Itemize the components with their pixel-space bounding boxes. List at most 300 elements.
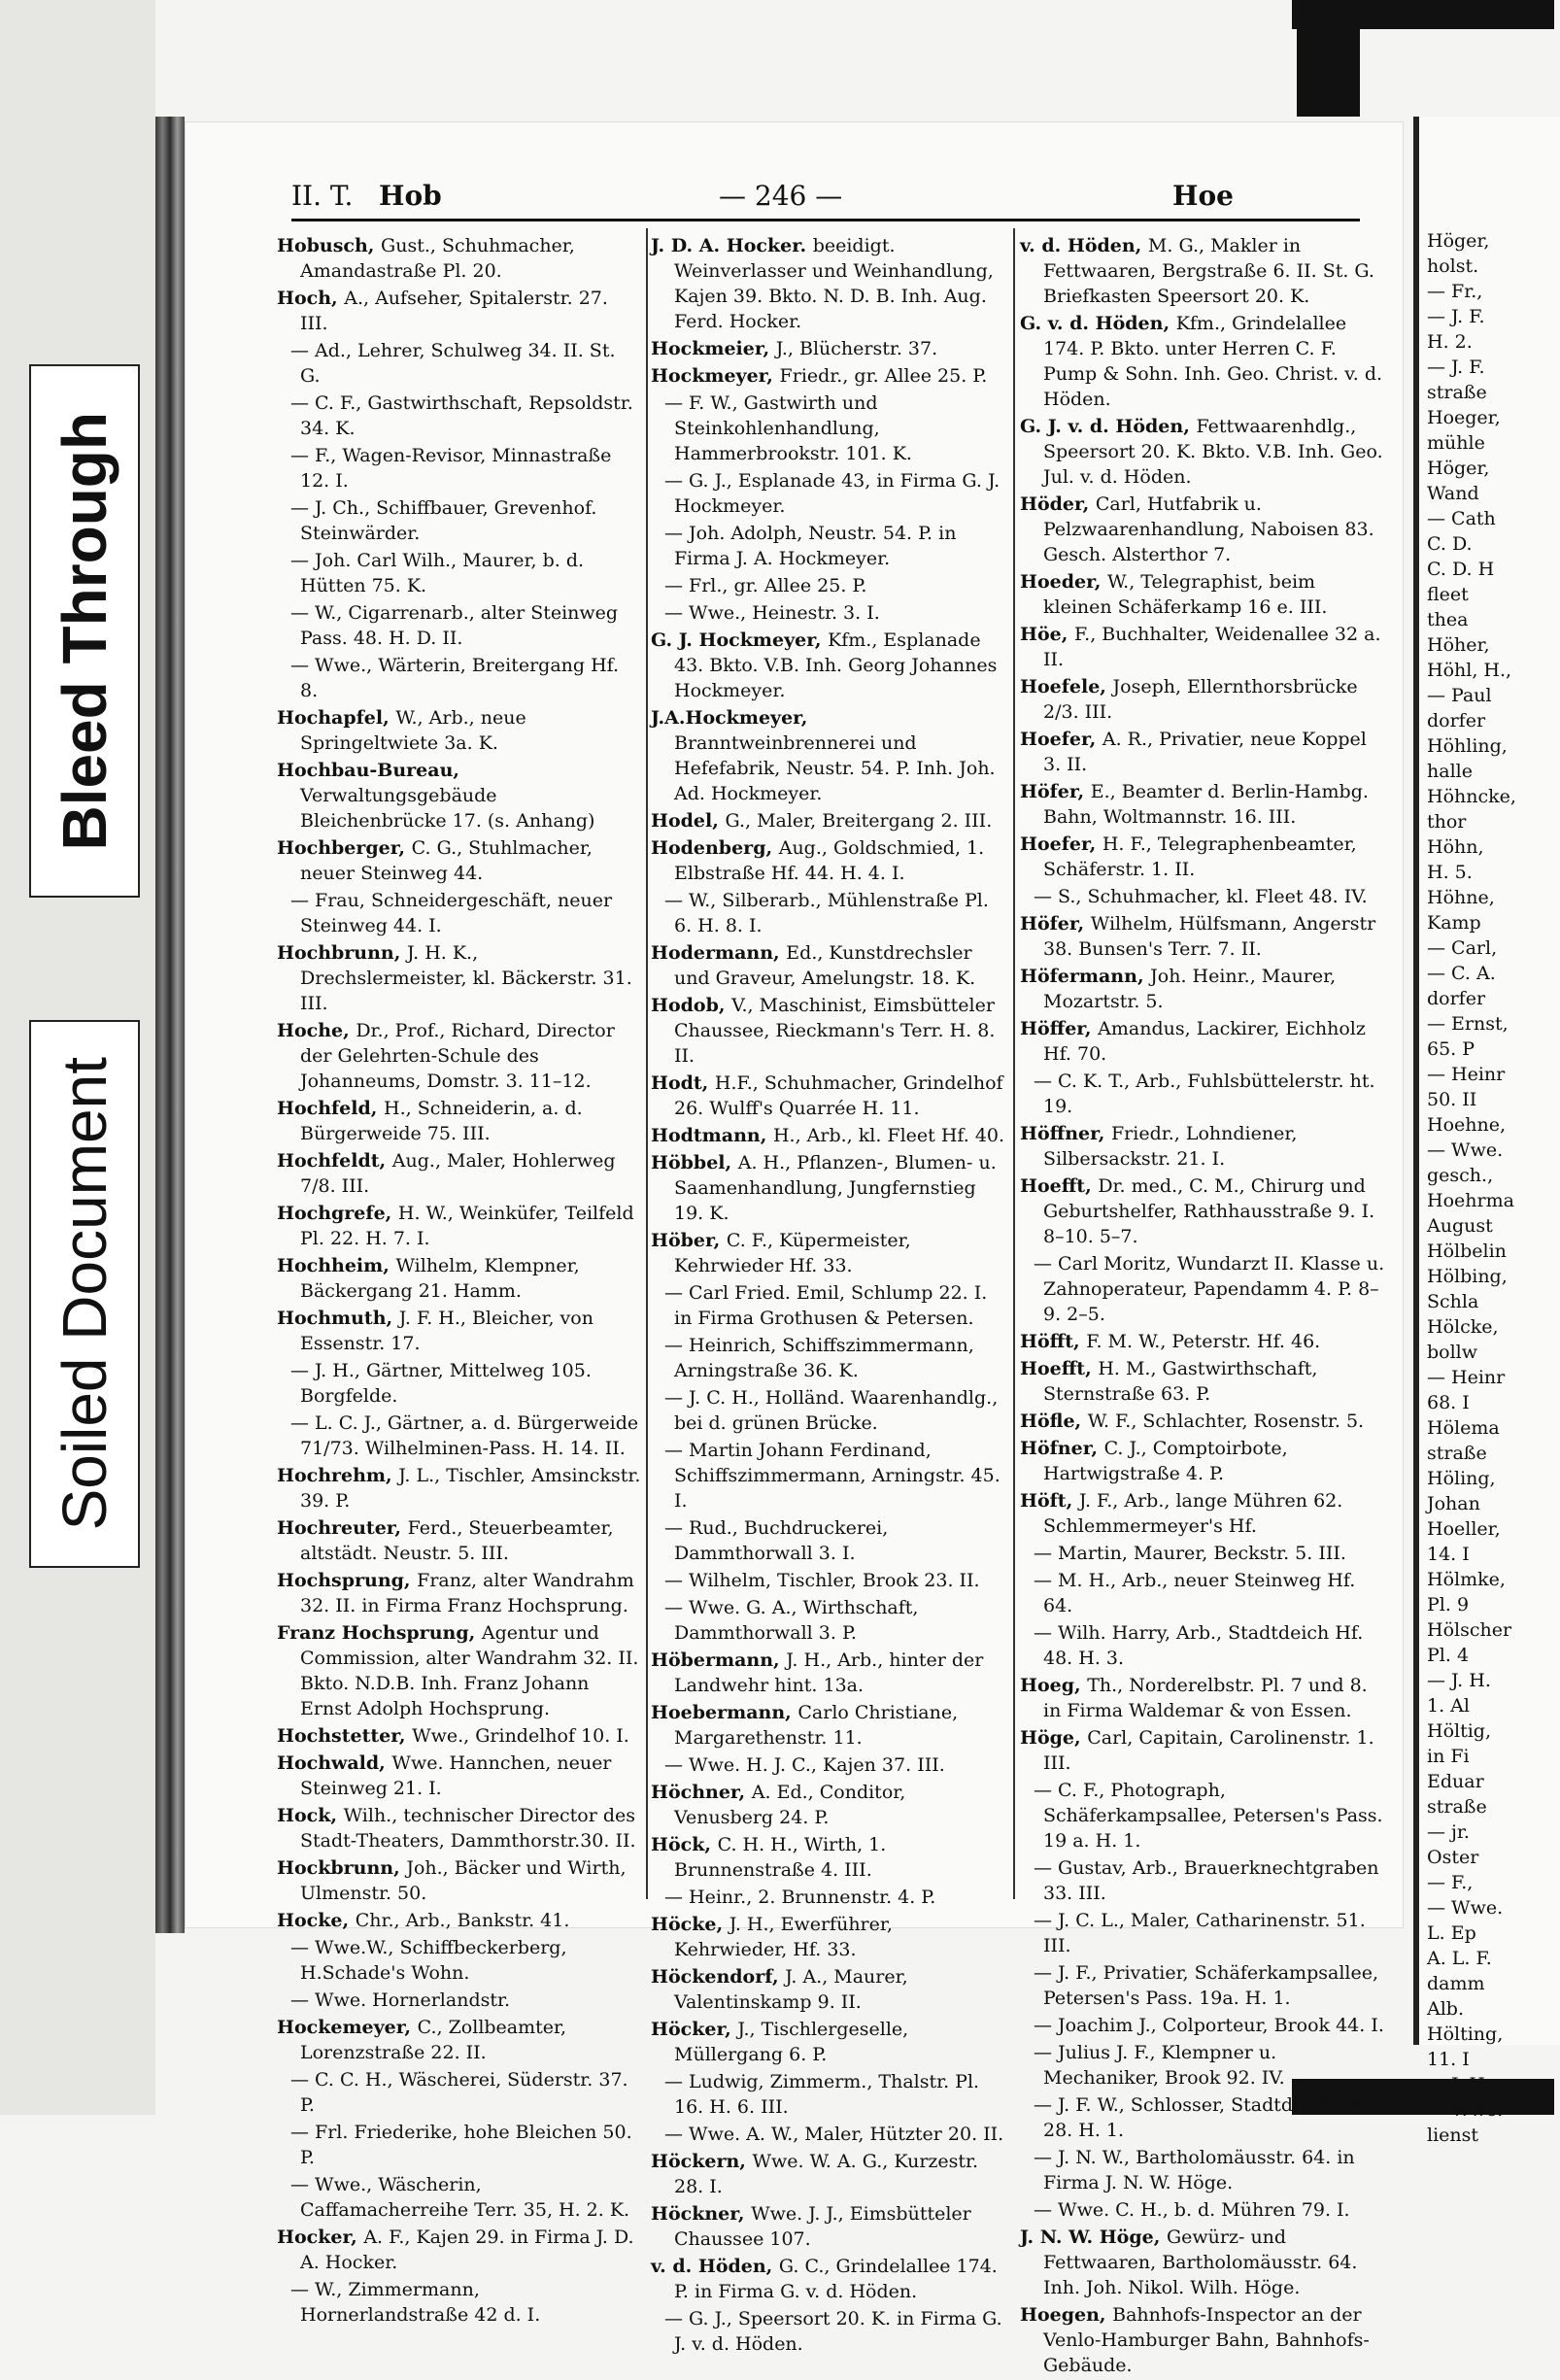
directory-entry <box>1020 2225 1389 2300</box>
directory-entry <box>651 1964 1010 2015</box>
next-page-line: thea <box>1427 609 1469 630</box>
next-page-line: — J. H. <box>1427 2074 1491 2095</box>
entry-details: Ferd., Steuerbeamter, altstädt. Neustr. 5. III. <box>300 1517 614 1564</box>
directory-entry <box>277 233 641 284</box>
entry-details: A., Aufseher, Spitalerstr. 27. III. <box>300 288 608 334</box>
sub-entry: — Wwe. C. H., b. d. Mühren 79. I. <box>1034 2199 1350 2221</box>
entry-details: E., Beamter d. Berlin-Hambg. Bahn, Woltmannstr. 16. III. <box>1043 781 1369 828</box>
next-page-line: — Wwe. <box>1427 1139 1504 1161</box>
next-page-line: Eduar <box>1427 1771 1484 1792</box>
next-page-line: Höhne, <box>1427 887 1495 908</box>
sub-entry: — J. H., Gärtner, Mittelweg 105. Borgfelde. <box>290 1360 592 1407</box>
entry-details: A. H., Pflanzen-, Blumen- u. Saamenhandlung, Jungfernstieg 19. K. <box>674 1152 997 1224</box>
next-page-line: straße <box>1427 1796 1487 1818</box>
next-page-line: H. 2. <box>1427 331 1473 353</box>
directory-entry <box>651 2149 1010 2199</box>
sub-entry: — F. W., Gastwirth und Steinkohlenhandlung, Hammerbrookstr. 101. K. <box>664 392 912 464</box>
entry-details: A. Ed., Conditor, Venusberg 24. P. <box>674 1782 906 1828</box>
next-page-line: Hoeger, <box>1427 407 1501 428</box>
next-page-line: A. L. F. <box>1427 1948 1492 1969</box>
entry-name: Hoeder, <box>1020 571 1107 593</box>
sub-entry: — Frl. Friederike, hohe Bleichen 50. P. <box>290 2122 632 2168</box>
entry-details: C. G., Stuhlmacher, neuer Steinweg 44. <box>300 837 593 884</box>
next-page-line: straße <box>1427 1443 1487 1464</box>
sub-entry: — Carl Fried. Emil, Schlump 22. I. in Firma Grothusen & Petersen. <box>664 1282 988 1329</box>
bleed-through-label <box>29 364 140 898</box>
entry-name: Hoefele, <box>1020 676 1113 697</box>
sub-entry: — W., Zimmermann, Hornerlandstraße 42 d. I. <box>290 2279 541 2326</box>
next-page-line: Schla <box>1427 1291 1479 1312</box>
entry-name: Hodenberg, <box>651 837 779 859</box>
directory-entry <box>1020 492 1389 567</box>
entry-details: Joh., Bäcker und Wirth, Ulmenstr. 50. <box>300 1857 627 1904</box>
entry-details: G., Maler, Breitergang 2. III. <box>725 810 993 832</box>
sub-entry: — Rud., Buchdruckerei, Dammthorwall 3. I. <box>664 1517 889 1564</box>
sub-entry: — C. F., Photograph, Schäferkampsallee, Petersen's Pass. 19 a. H. 1. <box>1034 1780 1383 1852</box>
next-page-line: 14. I <box>1427 1544 1470 1565</box>
entry-details: H. F., Telegraphenbeamter, Schäferstr. 1. II. <box>1043 833 1357 880</box>
entry-name: Hoch, <box>277 288 345 309</box>
entry-details: J. L., Tischler, Amsinckstr. 39. P. <box>300 1465 641 1512</box>
entry-name: Höckern, <box>651 2151 753 2172</box>
next-page-line: bollw <box>1427 1342 1478 1363</box>
sub-entry: — J. N. W., Bartholomäusstr. 64. in Firma J. N. W. Höge. <box>1034 2147 1355 2193</box>
next-page-line: Höger, <box>1427 458 1490 479</box>
next-page-line: — jr. <box>1427 1821 1470 1843</box>
next-page-line: — Cath <box>1427 508 1496 529</box>
page-number: — 246 — <box>719 180 843 212</box>
column-3 <box>1020 233 1389 2380</box>
entry-details: Carl, Capitain, Carolinenstr. 1. III. <box>1043 1727 1374 1774</box>
column-1 <box>277 233 641 2329</box>
sub-entry: — J. F., Privatier, Schäferkampsallee, Petersen's Pass. 19a. H. 1. <box>1034 1962 1378 2009</box>
entry-name: Hochapfel, <box>277 707 396 729</box>
next-page-line: August <box>1427 1215 1493 1237</box>
entry-name: Höe, <box>1020 624 1074 645</box>
entry-details: Chr., Arb., Bankstr. 41. <box>355 1910 570 1931</box>
entry-name: Hochberger, <box>277 837 412 859</box>
entry-name: Höfermann, <box>1020 966 1151 987</box>
sub-entry: — Joh. Adolph, Neustr. 54. P. in Firma J. A. Hockmeyer. <box>664 523 957 569</box>
directory-entry <box>1020 832 1389 882</box>
entry-name: G. J. Hockmeyer, <box>651 629 829 651</box>
next-page-line: 65. P <box>1427 1038 1475 1060</box>
directory-entry <box>1020 2302 1389 2378</box>
next-page-line: dorfer <box>1427 988 1486 1009</box>
next-page-line: — Heinr <box>1427 1367 1506 1388</box>
entry-details: C. F., Küpermeister, Kehrwieder Hf. 33. <box>674 1230 911 1276</box>
directory-entry <box>651 2017 1010 2067</box>
next-page-line: — C. A. <box>1427 963 1496 984</box>
entry-details: J., Tischlergeselle, Müllergang 6. P. <box>674 2019 909 2065</box>
entry-details: Amandus, Lackirer, Eichholz Hf. 70. <box>1043 1018 1366 1065</box>
next-page-line: Wand <box>1427 483 1479 504</box>
directory-entry <box>1020 1329 1389 1354</box>
next-page-line: H. 5. <box>1427 862 1473 883</box>
directory-entry <box>1020 911 1389 962</box>
next-page-line: C. D. <box>1427 533 1473 555</box>
next-page-line: 11. I <box>1427 2049 1470 2070</box>
sub-entry: — C. F., Gastwirthschaft, Repsoldstr. 34. K. <box>290 392 633 439</box>
entry-details: H. W., Weinküfer, Teilfeld Pl. 22. H. 7. I. <box>300 1203 634 1249</box>
entry-name: Hoche, <box>277 1020 356 1041</box>
next-page-line: — Paul <box>1427 685 1492 706</box>
entry-details: Franz, alter Wandrahm 32. II. in Firma Franz Hochsprung. <box>300 1570 634 1616</box>
bleed-through-text: Bleed Through <box>50 411 119 851</box>
entry-details: Kfm., Esplanade 43. Bkto. V.B. Inh. Georg Johannes Hockmeyer. <box>674 629 998 701</box>
entry-details: Verwaltungsgebäude Bleichenbrücke 17. (s. Anhang) <box>300 785 595 832</box>
entry-details: Th., Norderelbstr. Pl. 7 und 8. in Firma Waldemar & von Essen. <box>1043 1675 1368 1721</box>
entry-name: Hochfeldt, <box>277 1150 392 1172</box>
entry-details: Bahnhofs-Inspector an der Venlo-Hamburger Bahn, Bahnhofs-Gebäude. <box>1043 2304 1370 2376</box>
directory-entry <box>277 1463 641 1513</box>
entry-details: F., Buchhalter, Weidenallee 32 a. II. <box>1043 624 1381 670</box>
entry-details: H., Arb., kl. Fleet Hf. 40. <box>772 1125 1005 1146</box>
header-left-word: Hob <box>379 180 442 212</box>
column-rule <box>1013 228 1015 1899</box>
entry-name: Hoebermann, <box>651 1702 798 1723</box>
entry-name: Höchner, <box>651 1782 752 1803</box>
entry-details: Friedr., gr. Allee 25. P. <box>779 365 988 387</box>
next-page-line: — J. H. <box>1427 1670 1491 1691</box>
directory-entry <box>277 2225 641 2275</box>
directory-entry <box>651 2254 1010 2304</box>
entry-details: Branntweinbrennerei und Hefefabrik, Neustr. 54. P. Inh. Joh. Ad. Hockmeyer. <box>674 732 996 804</box>
entry-details: Wwe. Hannchen, neuer Steinweg 21. I. <box>300 1752 612 1799</box>
sub-entry: — Martin Johann Ferdinand, Schiffszimmermann, Arningstr. 45. I. <box>664 1440 1000 1512</box>
entry-details: H. M., Gastwirthschaft, Sternstraße 63. P. <box>1043 1358 1318 1405</box>
entry-name: J. N. W. Höge, <box>1020 2227 1167 2248</box>
next-page-line: 1. Al <box>1427 1695 1470 1717</box>
entry-details: Ed., Kunstdrechsler und Graveur, Amelungstr. 18. K. <box>674 942 976 989</box>
entry-details: Agentur und Commission, alter Wandrahm 32. II. Bkto. N.D.B. Inh. Franz Johann Ernst Adolph Hochsprung. <box>300 1622 639 1719</box>
next-page-line: Hoehne, <box>1427 1114 1507 1136</box>
entry-details: J., Blücherstr. 37. <box>775 338 938 359</box>
entry-name: Hoegen, <box>1020 2304 1113 2326</box>
entry-name: Hochfeld, <box>277 1098 385 1119</box>
header-right-word: Hoe <box>1172 180 1234 212</box>
next-page-line: Alb. <box>1427 1998 1464 2020</box>
directory-entry <box>651 233 1010 334</box>
directory-entry <box>277 1253 641 1304</box>
sub-entry: — Carl Moritz, Wundarzt II. Klasse u. Zahnoperateur, Papendamm 4. P. 8–9. 2–5. <box>1034 1253 1385 1325</box>
entry-name: Franz Hochsprung, <box>277 1622 482 1644</box>
next-page-line: Höhl, H., <box>1427 660 1512 681</box>
entry-name: Hoefft, <box>1020 1358 1099 1379</box>
entry-name: Hochheim, <box>277 1255 396 1276</box>
entry-name: Höder, <box>1020 493 1096 515</box>
directory-entry <box>1020 311 1389 412</box>
entry-details: H.F., Schuhmacher, Grindelhof 26. Wulff's Quarrée H. 11. <box>674 1072 1003 1119</box>
directory-entry <box>1020 779 1389 830</box>
book-spine <box>155 117 185 1933</box>
directory-entry <box>1020 233 1389 309</box>
directory-entry <box>651 336 1010 361</box>
directory-entry <box>277 286 641 336</box>
entry-name: Hoefer, <box>1020 729 1102 750</box>
sub-entry: — Wilh. Harry, Arb., Stadtdeich Hf. 48. H. 3. <box>1034 1622 1364 1669</box>
directory-entry <box>277 1855 641 1906</box>
entry-details: Gewürz- und Fettwaaren, Bartholomäusstr. 64. Inh. Joh. Nikol. Wilh. Höge. <box>1043 2227 1358 2298</box>
entry-details: Friedr., Lohndiener, Silbersackstr. 21. I. <box>1043 1123 1298 1170</box>
sub-entry: — Joh. Carl Wilh., Maurer, b. d. Hütten 75. K. <box>290 550 585 596</box>
entry-details: Fettwaarenhdlg., Speersort 20. K. Bkto. V.B. Inh. Geo. Jul. v. d. Höden. <box>1043 416 1383 488</box>
next-page-line: Hölbing, <box>1427 1266 1508 1287</box>
next-page-line: — Wwe. <box>1427 2099 1504 2121</box>
entry-details: A. R., Privatier, neue Koppel 3. II. <box>1043 729 1367 775</box>
sub-entry: — Wwe., Heinestr. 3. I. <box>664 602 880 624</box>
directory-entry <box>277 1803 641 1853</box>
directory-entry <box>277 1018 641 1094</box>
directory-entry <box>1020 727 1389 777</box>
entry-details: C. H. H., Wirth, 1. Brunnenstraße 4. III. <box>674 1834 887 1881</box>
next-page-line: halle <box>1427 761 1473 782</box>
next-page-line: lienst <box>1427 2125 1479 2146</box>
entry-details: Carl, Hutfabrik u. Pelzwaarenhandlung, Naboisen 83. Gesch. Alsterthor 7. <box>1043 493 1374 565</box>
entry-details: Carlo Christiane, Margarethenstr. 11. <box>674 1702 959 1749</box>
sub-entry: — J. Ch., Schiffbauer, Grevenhof. Steinwärder. <box>290 497 597 544</box>
entry-name: Hodermann, <box>651 942 787 964</box>
sub-entry: — Frl., gr. Allee 25. P. <box>664 575 867 596</box>
entry-name: Höfner, <box>1020 1438 1104 1459</box>
entry-details: Gust., Schuhmacher, Amandastraße Pl. 20. <box>300 235 575 282</box>
sub-entry: — Heinrich, Schiffszimmermann, Arningstraße 36. K. <box>664 1335 974 1381</box>
sub-entry: — G. J., Speersort 20. K. in Firma G. J. v. d. Höden. <box>664 2308 1002 2355</box>
next-page-line: Höhn, <box>1427 836 1484 858</box>
entry-name: G. J. v. d. Höden, <box>1020 416 1197 437</box>
sub-entry: — Wwe. Hornerlandstr. <box>290 1989 511 2011</box>
directory-entry <box>651 1648 1010 1698</box>
directory-entry <box>277 1620 641 1721</box>
sub-entry: — Joachim J., Colporteur, Brook 44. I. <box>1034 2015 1384 2036</box>
entry-details: Wilh., technischer Director des Stadt-Theaters, Dammthorstr.30. II. <box>300 1805 636 1852</box>
next-page-line: mühle <box>1427 432 1485 454</box>
next-page-line: Hölbelin <box>1427 1241 1507 1262</box>
entry-name: Hochsprung, <box>277 1570 418 1591</box>
directory-entry <box>1020 569 1389 620</box>
entry-name: Hocke, <box>277 1910 356 1931</box>
entry-name: Hodt, <box>651 1072 715 1094</box>
entry-name: Höckner, <box>651 2203 752 2225</box>
entry-name: Hochreuter, <box>277 1517 408 1539</box>
directory-entry <box>277 705 641 756</box>
entry-name: Hodtmann, <box>651 1125 773 1146</box>
sub-entry: — J. C. H., Holländ. Waarenhandlg., bei d. grünen Brücke. <box>664 1387 999 1434</box>
entry-name: Höbbel, <box>651 1152 738 1173</box>
next-page-line: Oster <box>1427 1847 1479 1868</box>
entry-details: J. H. K., Drechslermeister, kl. Bäckerstr. 31. III. <box>300 942 632 1014</box>
directory-page <box>185 121 1404 2376</box>
entry-details: Kfm., Grindelallee 174. P. Bkto. unter Herren C. F. Pump & Sohn. Inh. Geo. Christ. v. d. Höden. <box>1043 313 1383 410</box>
directory-entry <box>1020 1725 1389 1776</box>
next-page-line: L. Ep <box>1427 1922 1476 1944</box>
next-page-line: fleet <box>1427 584 1469 605</box>
next-page-line: — Fr., <box>1427 281 1483 302</box>
next-page-line: dorfer <box>1427 710 1486 731</box>
entry-details: J. F., Arb., lange Mühren 62. Schlemmermeyer's Hf. <box>1043 1490 1343 1537</box>
entry-details: V., Maschinist, Eimsbütteler Chaussee, Rieckmann's Terr. H. 8. II. <box>674 995 996 1067</box>
sub-entry: — Wwe., Wärterin, Breitergang Hf. 8. <box>290 655 620 701</box>
entry-name: Höbermann, <box>651 1649 787 1671</box>
soiled-document-label <box>29 1020 140 1568</box>
entry-name: Hockbrunn, <box>277 1857 407 1879</box>
entry-name: J. D. A. Hocker. <box>651 235 813 256</box>
entry-name: v. d. Höden, <box>1020 235 1148 256</box>
next-page-line: Hölscher <box>1427 1619 1512 1641</box>
directory-entry <box>1020 964 1389 1014</box>
next-page-line: Höhling, <box>1427 735 1508 757</box>
sub-entry: — Wwe. A. W., Maler, Hützter 20. II. <box>664 2124 1004 2145</box>
sub-entry: — L. C. J., Gärtner, a. d. Bürgerweide 71/73. Wilhelminen-Pass. H. 14. II. <box>290 1412 639 1459</box>
next-page-line: — J. F. <box>1427 357 1485 378</box>
directory-entry <box>277 1751 641 1801</box>
entry-name: Höck, <box>651 1834 718 1855</box>
entry-details: G. C., Grindelallee 174. P. in Firma G. v. d. Höden. <box>674 2256 998 2302</box>
directory-entry <box>277 940 641 1016</box>
entry-name: Hochstetter, <box>277 1725 413 1747</box>
page-info: II. T. <box>291 180 354 212</box>
entry-name: Hock, <box>277 1805 344 1826</box>
entry-name: Hockmeyer, <box>651 365 780 387</box>
entry-name: Hoeg, <box>1020 1675 1088 1696</box>
sub-entry: — J. C. L., Maler, Catharinenstr. 51. III. <box>1034 1910 1366 1956</box>
directory-entry <box>651 363 1010 389</box>
directory-entry <box>1020 1016 1389 1067</box>
next-page-line: 68. I <box>1427 1392 1470 1413</box>
directory-entry <box>651 1150 1010 1226</box>
entry-details: W. F., Schlachter, Rosenstr. 5. <box>1087 1411 1365 1432</box>
directory-entry <box>277 1096 641 1146</box>
next-page-line: straße <box>1427 382 1487 403</box>
entry-details: J. F. H., Bleicher, von Essenstr. 17. <box>300 1308 593 1354</box>
sub-entry: — C. K. T., Arb., Fuhlsbüttelerstr. ht. 19. <box>1034 1071 1375 1117</box>
page-header <box>291 180 1360 221</box>
directory-entry <box>1020 1121 1389 1172</box>
directory-entry <box>651 1123 1010 1148</box>
next-page-line: Kamp <box>1427 912 1481 934</box>
entry-details: M. G., Makler in Fettwaaren, Bergstraße 6. II. St. G. Briefkasten Speersort 20. K. <box>1043 235 1374 307</box>
entry-name: Höfle, <box>1020 1411 1088 1432</box>
directory-entry <box>651 940 1010 991</box>
entry-name: Hochrehm, <box>277 1465 399 1486</box>
entry-name: Höfer, <box>1020 781 1091 802</box>
entry-name: Höffer, <box>1020 1018 1099 1039</box>
directory-entry <box>277 835 641 886</box>
entry-details: Wwe. W. A. G., Kurzestr. 28. I. <box>674 2151 979 2197</box>
entry-details: Wilhelm, Klempner, Bäckergang 21. Hamm. <box>300 1255 580 1302</box>
soiled-document-text: Soiled Document <box>50 1057 119 1531</box>
sub-entry: — C. C. H., Wäscherei, Süderstr. 37. P. <box>290 2069 628 2116</box>
directory-entry <box>277 1306 641 1356</box>
directory-entry <box>651 1700 1010 1751</box>
directory-entry <box>1020 1673 1389 1723</box>
sub-entry: — Wwe. H. J. C., Kajen 37. III. <box>664 1754 945 1776</box>
entry-name: Höfft, <box>1020 1331 1087 1352</box>
entry-details: Dr. med., C. M., Chirurg und Geburtshelfer, Rathhausstraße 9. I. 8–10. 5–7. <box>1043 1175 1375 1247</box>
next-page-line: gesch., <box>1427 1165 1494 1186</box>
next-page-edge <box>1413 117 1560 2146</box>
entry-name: Hoefer, <box>1020 833 1102 855</box>
entry-name: v. d. Höden, <box>651 2256 779 2277</box>
entry-name: Hochgrefe, <box>277 1203 398 1224</box>
entry-details: C., Zollbeamter, Lorenzstraße 22. II. <box>300 2017 567 2063</box>
directory-entry <box>277 2015 641 2065</box>
entry-name: Höft, <box>1020 1490 1079 1512</box>
directory-entry <box>651 705 1010 806</box>
directory-entry <box>1020 1173 1389 1249</box>
next-page-line: Johan <box>1427 1493 1480 1514</box>
next-page-line: — Ernst, <box>1427 1013 1509 1035</box>
next-page-line: holst. <box>1427 255 1479 277</box>
sub-entry: — J. F. W., Schlosser, Stadtdeich, Pl. 28. H. 1. <box>1034 2094 1369 2141</box>
next-page-line: Hoehrma <box>1427 1190 1514 1211</box>
next-page-line: thor <box>1427 811 1467 833</box>
entry-name: Hoefft, <box>1020 1175 1099 1197</box>
entry-details: J. A., Maurer, Valentinskamp 9. II. <box>674 1966 908 2013</box>
next-page-line: Hoeller, <box>1427 1518 1501 1540</box>
entry-details: C. J., Comptoirbote, Hartwigstraße 4. P. <box>1043 1438 1288 1484</box>
entry-name: Hocker, <box>277 2227 364 2248</box>
directory-entry <box>277 1723 641 1749</box>
next-page-line: — Heinr <box>1427 1064 1506 1085</box>
next-page-line: in Fi <box>1427 1746 1470 1767</box>
entry-details: W., Telegraphist, beim kleinen Schäferkamp 16 e. III. <box>1043 571 1328 618</box>
column-rule <box>646 228 648 1899</box>
entry-name: Hockmeier, <box>651 338 776 359</box>
directory-entry <box>651 1832 1010 1883</box>
scan-edge-corner <box>1297 0 1360 117</box>
directory-entry <box>277 1568 641 1618</box>
directory-entry <box>277 1148 641 1199</box>
sub-entry: — Frau, Schneidergeschäft, neuer Steinweg 44. I. <box>290 890 613 936</box>
column-2 <box>651 233 1010 2359</box>
entry-details: Joh. Heinr., Maurer, Mozartstr. 5. <box>1043 966 1337 1012</box>
sub-entry: — F., Wagen-Revisor, Minnastraße 12. I. <box>290 445 612 492</box>
sub-entry: — S., Schuhmacher, kl. Fleet 48. IV. <box>1034 886 1368 907</box>
entry-details: Wwe. J. J., Eimsbütteler Chaussee 107. <box>674 2203 971 2250</box>
next-page-line: — F., <box>1427 1872 1474 1893</box>
next-page-line: Höltig, <box>1427 1720 1491 1742</box>
entry-name: Hobusch, <box>277 235 382 256</box>
entry-details: W., Arb., neue Springeltwiete 3a. K. <box>300 707 526 754</box>
entry-name: Hochwald, <box>277 1752 392 1774</box>
entry-details: Aug., Goldschmied, 1. Elbstraße Hf. 44. H. 4. I. <box>674 837 985 884</box>
entry-name: Hockemeyer, <box>277 2017 418 2038</box>
entry-details: Wwe., Grindelhof 10. I. <box>412 1725 629 1747</box>
directory-entry <box>651 1912 1010 1962</box>
entry-details: Aug., Maler, Hohlerweg 7/8. III. <box>300 1150 616 1197</box>
next-page-line: Hölting, <box>1427 2023 1504 2045</box>
directory-entry <box>651 1228 1010 1278</box>
directory-entry <box>1020 1436 1389 1486</box>
sub-entry: — Julius J. F., Klempner u. Mechaniker, Brook 92. IV. <box>1034 2042 1285 2089</box>
entry-name: Hochbrunn, <box>277 942 407 964</box>
directory-entry <box>1020 1356 1389 1407</box>
sub-entry: — M. H., Arb., neuer Steinweg Hf. 64. <box>1034 1570 1356 1616</box>
entry-name: Höge, <box>1020 1727 1088 1749</box>
sub-entry: — W., Cigarrenarb., alter Steinweg Pass. 48. H. D. II. <box>290 602 619 649</box>
next-page-line: 50. II <box>1427 1089 1477 1110</box>
directory-entry <box>651 835 1010 886</box>
sub-entry: — Martin, Maurer, Beckstr. 5. III. <box>1034 1543 1346 1564</box>
directory-entry <box>651 993 1010 1069</box>
directory-entry <box>277 1515 641 1566</box>
sub-entry: — Wwe., Wäscherin, Caffamacherreihe Terr. 35, H. 2. K. <box>290 2174 630 2221</box>
entry-name: Höber, <box>651 1230 727 1251</box>
entry-details: Wilhelm, Hülfsmann, Angerstr 38. Bunsen's Terr. 7. II. <box>1043 913 1376 960</box>
next-page-line: Pl. 4 <box>1427 1645 1470 1666</box>
entry-name: Höffner, <box>1020 1123 1111 1144</box>
